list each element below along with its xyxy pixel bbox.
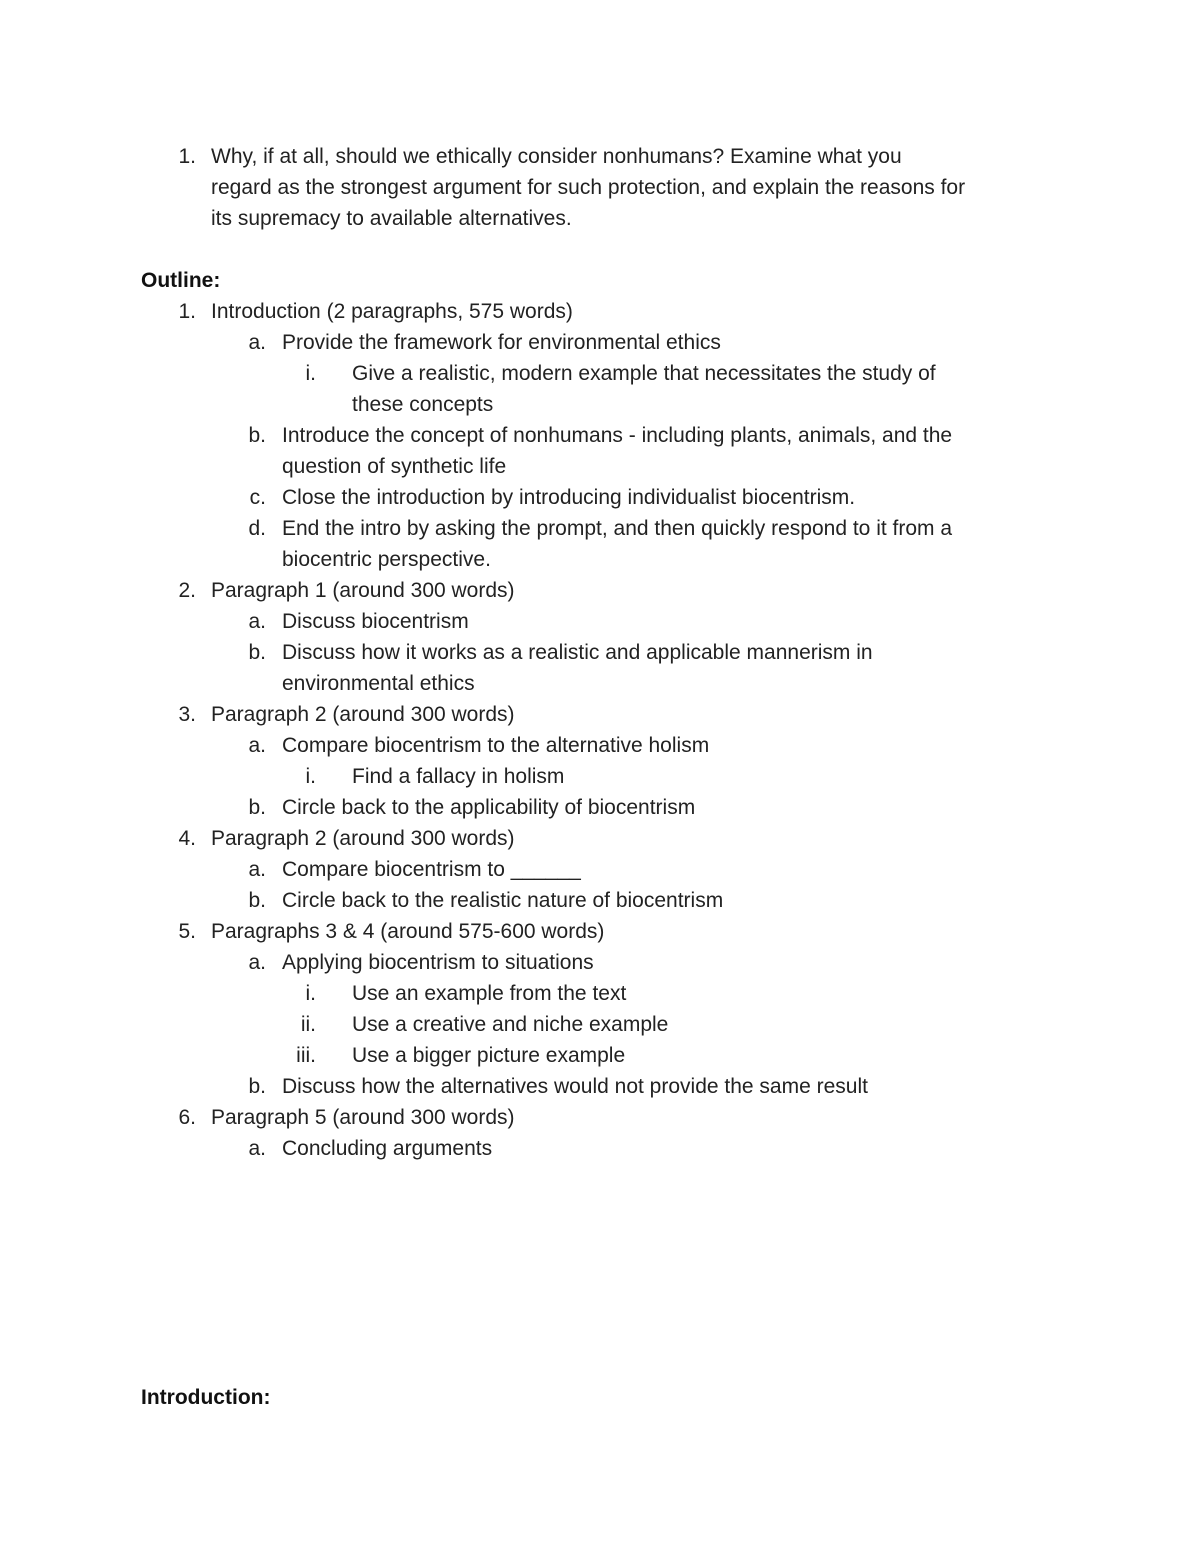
list-marker: a. bbox=[248, 1137, 266, 1160]
list-item: Paragraph 2 (around 300 words) bbox=[211, 703, 515, 726]
list-marker: b. bbox=[248, 796, 266, 819]
list-item: question of synthetic life bbox=[282, 455, 507, 478]
list-marker: iii. bbox=[296, 1044, 316, 1067]
list-marker: b. bbox=[248, 1075, 266, 1098]
list-marker: b. bbox=[248, 424, 266, 447]
list-item: Introduce the concept of nonhumans - including plants, animals, and the bbox=[282, 424, 953, 447]
list-marker: 2. bbox=[178, 579, 196, 602]
list-item: Paragraph 5 (around 300 words) bbox=[211, 1106, 515, 1129]
list-marker: ii. bbox=[300, 1013, 316, 1036]
list-marker: 6. bbox=[178, 1106, 196, 1129]
list-marker: i. bbox=[305, 765, 316, 788]
list-item: Give a realistic, modern example that necessitates the study of bbox=[352, 362, 936, 385]
list-marker: a. bbox=[248, 734, 266, 757]
list-item: Discuss biocentrism bbox=[282, 610, 469, 633]
list-item: Provide the framework for environmental ethics bbox=[282, 331, 721, 354]
list-item: Discuss how the alternatives would not provide the same result bbox=[282, 1075, 868, 1098]
prompt-line: Why, if at all, should we ethically consider nonhumans? Examine what you bbox=[211, 145, 902, 168]
introduction-heading: Introduction: bbox=[141, 1386, 271, 1409]
list-item: Paragraphs 3 & 4 (around 575-600 words) bbox=[211, 920, 605, 943]
prompt-line: regard as the strongest argument for such protection, and explain the reasons for bbox=[211, 176, 966, 199]
list-item: Paragraph 1 (around 300 words) bbox=[211, 579, 515, 602]
list-marker: c. bbox=[249, 486, 266, 509]
list-item: environmental ethics bbox=[282, 672, 475, 695]
list-marker: a. bbox=[248, 610, 266, 633]
list-marker: i. bbox=[305, 982, 316, 1005]
list-item: Close the introduction by introducing individualist biocentrism. bbox=[282, 486, 856, 509]
list-item: Find a fallacy in holism bbox=[352, 765, 565, 788]
list-item: Introduction (2 paragraphs, 575 words) bbox=[211, 300, 573, 323]
list-marker: a. bbox=[248, 331, 266, 354]
list-item: Circle back to the applicability of biocentrism bbox=[282, 796, 696, 819]
list-marker: a. bbox=[248, 951, 266, 974]
list-item: Use a creative and niche example bbox=[352, 1013, 669, 1036]
list-item: these concepts bbox=[352, 393, 494, 416]
list-item: End the intro by asking the prompt, and then quickly respond to it from a bbox=[282, 517, 953, 540]
list-item: Discuss how it works as a realistic and applicable mannerism in bbox=[282, 641, 873, 664]
list-marker: b. bbox=[248, 641, 266, 664]
list-marker: 1. bbox=[178, 300, 196, 323]
list-item: Use a bigger picture example bbox=[352, 1044, 626, 1067]
list-marker: 4. bbox=[178, 827, 196, 850]
list-item: Concluding arguments bbox=[282, 1137, 493, 1160]
list-item: biocentric perspective. bbox=[282, 548, 491, 571]
list-marker: d. bbox=[248, 517, 266, 540]
prompt-line: its supremacy to available alternatives. bbox=[211, 207, 572, 230]
list-marker: 5. bbox=[178, 920, 196, 943]
list-item: Paragraph 2 (around 300 words) bbox=[211, 827, 515, 850]
list-marker: i. bbox=[305, 362, 316, 385]
list-item: Circle back to the realistic nature of biocentrism bbox=[282, 889, 724, 912]
prompt-number: 1. bbox=[178, 145, 196, 168]
list-item: Applying biocentrism to situations bbox=[282, 951, 594, 974]
list-marker: b. bbox=[248, 889, 266, 912]
list-item: Use an example from the text bbox=[352, 982, 627, 1005]
list-item: Compare biocentrism to the alternative holism bbox=[282, 734, 710, 757]
outline-heading: Outline: bbox=[141, 269, 221, 292]
list-marker: a. bbox=[248, 858, 266, 881]
list-item: Compare biocentrism to ______ bbox=[282, 858, 581, 881]
list-marker: 3. bbox=[178, 703, 196, 726]
